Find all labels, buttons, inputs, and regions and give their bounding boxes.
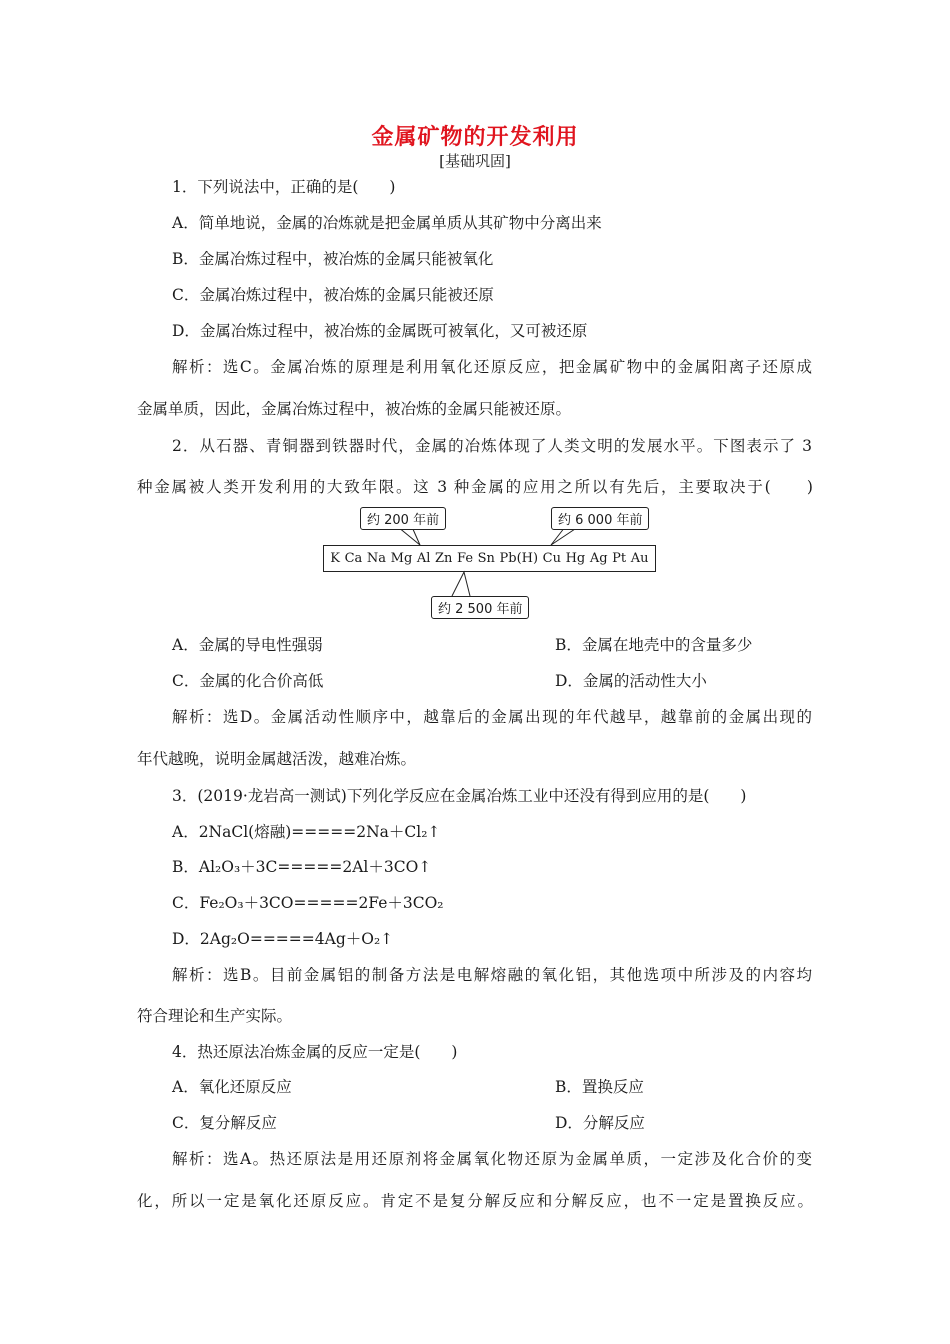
question-3-option-c: C．Fe₂O₃＋3CO=====2Fe＋3CO₂ bbox=[172, 894, 444, 912]
question-3-stem: 3．(2019·龙岩高一测试)下列化学反应在金属冶炼工业中还没有得到应用的是( ) bbox=[172, 787, 747, 805]
metal-k: K bbox=[330, 551, 341, 566]
question-3-analysis-line1: 解析：选B。目前金属铝的制备方法是电解熔融的氧化铝，其他选项中所涉及的内容均 bbox=[172, 966, 812, 984]
question-4-option-c: C．复分解反应 bbox=[172, 1114, 277, 1132]
question-2-stem-line1: 2．从石器、青铜器到铁器时代，金属的冶炼体现了人类文明的发展水平。下图表示了 3 bbox=[172, 437, 812, 455]
page-title: 金属矿物的开发利用 bbox=[371, 125, 579, 150]
metal-mg: Mg bbox=[390, 551, 413, 566]
metal-pb-h: Pb(H) bbox=[499, 551, 539, 566]
question-2-option-c: C．金属的化合价高低 bbox=[172, 672, 324, 690]
metal-ca: Ca bbox=[344, 551, 363, 566]
question-3-analysis-line2: 符合理论和生产实际。 bbox=[137, 1007, 293, 1025]
metal-sn: Sn bbox=[477, 551, 495, 566]
question-3-option-d: D．2Ag₂O=====4Ag＋O₂↑ bbox=[172, 930, 394, 948]
question-4-stem: 4．热还原法冶炼金属的反应一定是( ) bbox=[172, 1043, 458, 1061]
metal-ag: Ag bbox=[589, 551, 608, 566]
question-1-analysis-line2: 金属单质，因此，金属冶炼过程中，被冶炼的金属只能被还原。 bbox=[137, 400, 572, 418]
question-4-option-a: A．氧化还原反应 bbox=[172, 1078, 292, 1096]
question-2-analysis-line2: 年代越晚，说明金属越活泼，越难冶炼。 bbox=[137, 750, 417, 768]
metal-cu: Cu bbox=[542, 551, 561, 566]
question-1-option-b: B．金属冶炼过程中，被冶炼的金属只能被氧化 bbox=[172, 250, 494, 268]
metal-hg: Hg bbox=[565, 551, 586, 566]
callout-fe-2500-years: 约 2 500 年前 bbox=[431, 596, 529, 619]
metal-au: Au bbox=[630, 551, 649, 566]
question-3-option-a: A．2NaCl(熔融)=====2Na＋Cl₂↑ bbox=[172, 823, 441, 841]
section-subtitle: [基础巩固] bbox=[439, 152, 511, 170]
question-2-option-b: B．金属在地壳中的含量多少 bbox=[555, 636, 753, 654]
question-2-option-d: D．金属的活动性大小 bbox=[555, 672, 707, 690]
callout-cu-6000-years: 约 6 000 年前 bbox=[551, 507, 649, 530]
question-4-option-d: D．分解反应 bbox=[555, 1114, 645, 1132]
metal-al: Al bbox=[416, 551, 431, 566]
question-4-analysis-line2: 化，所以一定是氧化还原反应。肯定不是复分解反应和分解反应，也不一定是置换反应。 bbox=[137, 1192, 813, 1210]
question-1-option-c: C．金属冶炼过程中，被冶炼的金属只能被还原 bbox=[172, 286, 494, 304]
question-1-stem: 1．下列说法中，正确的是( ) bbox=[172, 178, 396, 196]
question-4-option-b: B．置换反应 bbox=[555, 1078, 644, 1096]
question-2-analysis-line1: 解析：选D。金属活动性顺序中，越靠后的金属出现的年代越早，越靠前的金属出现的 bbox=[172, 708, 812, 726]
question-1-option-d: D．金属冶炼过程中，被冶炼的金属既可被氧化，又可被还原 bbox=[172, 322, 588, 340]
metal-na: Na bbox=[366, 551, 387, 566]
question-3-option-b: B．Al₂O₃＋3C=====2Al＋3CO↑ bbox=[172, 858, 432, 876]
question-1-analysis-line1: 解析：选C。金属冶炼的原理是利用氧化还原反应，把金属矿物中的金属阳离子还原成 bbox=[172, 358, 812, 376]
metal-activity-series bbox=[323, 545, 656, 572]
metal-pt: Pt bbox=[612, 551, 627, 566]
callout-al-200-years: 约 200 年前 bbox=[360, 507, 446, 530]
question-1-option-a: A．简单地说，金属的冶炼就是把金属单质从其矿物中分离出来 bbox=[172, 214, 602, 232]
question-2-stem-line2: 种金属被人类开发利用的大致年限。这 3 种金属的应用之所以有先后，主要取决于( ) bbox=[137, 478, 813, 496]
question-2-option-a: A．金属的导电性强弱 bbox=[172, 636, 323, 654]
metal-zn: Zn bbox=[435, 551, 453, 566]
metal-fe: Fe bbox=[457, 551, 474, 566]
question-4-analysis-line1: 解析：选A。热还原法是用还原剂将金属氧化物还原为金属单质，一定涉及化合价的变 bbox=[172, 1150, 812, 1168]
